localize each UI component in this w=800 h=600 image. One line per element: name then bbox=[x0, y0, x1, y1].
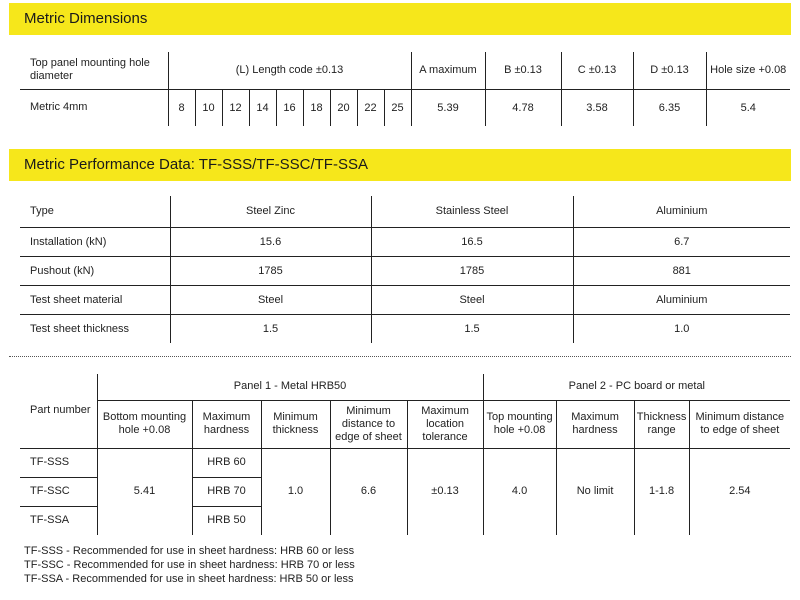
performance-header-row bbox=[20, 196, 790, 227]
footnote: TF-SSA - Recommended for use in sheet hardness: HRB 50 or less bbox=[24, 573, 354, 585]
header-a-maximum: A maximum bbox=[411, 52, 485, 89]
footnotes bbox=[24, 544, 355, 586]
panel-column-header-row bbox=[20, 400, 790, 448]
tolerance-value: ±0.13 bbox=[407, 448, 483, 535]
header-p1-min-distance: Minimum distance to edge of sheet bbox=[330, 400, 407, 448]
header-p1-max-hardness: Maximum hardness bbox=[192, 400, 261, 448]
table-row bbox=[20, 448, 790, 477]
row-label: Test sheet thickness bbox=[30, 322, 130, 335]
section-title-metric-dimensions: Metric Dimensions bbox=[9, 3, 791, 35]
hardness-cell: HRB 60 bbox=[192, 448, 261, 477]
row-label: Installation (kN) bbox=[20, 227, 170, 256]
header-c: C ±0.13 bbox=[561, 52, 633, 89]
header-p2-min-distance: Minimum distance to edge of sheet bbox=[689, 400, 790, 448]
panel-group-header-row bbox=[20, 374, 790, 400]
table-row bbox=[20, 256, 790, 285]
table-cell: 6.7 bbox=[573, 227, 790, 256]
header-min-thickness: Minimum thickness bbox=[261, 400, 330, 448]
table-row bbox=[20, 285, 790, 314]
header-hole-size: Hole size +0.08 bbox=[706, 52, 790, 89]
table-cell: 16.5 bbox=[371, 227, 573, 256]
p2-distance-value: 2.54 bbox=[689, 448, 790, 535]
header-steel-zinc: Steel Zinc bbox=[170, 196, 371, 227]
top-hole-value: 4.0 bbox=[483, 448, 556, 535]
min-thickness-value: 1.0 bbox=[261, 448, 330, 535]
header-d: D ±0.13 bbox=[633, 52, 706, 89]
part-number-cell: TF-SSS bbox=[20, 448, 97, 477]
header-max-location-tolerance: Maximum location tolerance bbox=[407, 400, 483, 448]
table-cell: Steel bbox=[170, 285, 371, 314]
length-code-cell: 18 bbox=[303, 89, 330, 126]
header-b: B ±0.13 bbox=[485, 52, 561, 89]
length-code-cell: 22 bbox=[357, 89, 384, 126]
row-label: Pushout (kN) bbox=[20, 256, 170, 285]
table-row bbox=[20, 314, 790, 343]
length-code-cell: 10 bbox=[195, 89, 222, 126]
header-thickness-range: Thickness range bbox=[634, 400, 689, 448]
metric-dimensions-table bbox=[20, 52, 790, 126]
value-b: 4.78 bbox=[485, 89, 561, 126]
thickness-range-value: 1-1.8 bbox=[634, 448, 689, 535]
part-number-cell: TF-SSA bbox=[30, 514, 70, 527]
header-stainless-steel: Stainless Steel bbox=[371, 196, 573, 227]
length-code-cell: 16 bbox=[276, 89, 303, 126]
dimensions-data-row bbox=[20, 89, 790, 126]
value-c: 3.58 bbox=[561, 89, 633, 126]
length-code-cell: 14 bbox=[249, 89, 276, 126]
value-hole-size: 5.4 bbox=[706, 89, 790, 126]
bottom-hole-value: 5.41 bbox=[97, 448, 192, 535]
value-a: 5.39 bbox=[411, 89, 485, 126]
table-cell: Steel bbox=[371, 285, 573, 314]
min-distance-value: 6.6 bbox=[330, 448, 407, 535]
footnote: TF-SSC - Recommended for use in sheet hardness: HRB 70 or less bbox=[24, 559, 355, 571]
header-diameter: Top panel mounting hole diameter bbox=[20, 52, 168, 89]
length-code-cell: 25 bbox=[384, 89, 411, 126]
part-number-cell: TF-SSC bbox=[20, 477, 97, 506]
table-cell: 1785 bbox=[371, 256, 573, 285]
table-cell: Aluminium bbox=[573, 285, 790, 314]
dimensions-header-row bbox=[20, 52, 790, 89]
table-cell: 1.5 bbox=[371, 314, 573, 343]
length-code-cell: 8 bbox=[168, 89, 195, 126]
dotted-divider bbox=[9, 356, 791, 357]
header-panel-1: Panel 1 - Metal HRB50 bbox=[97, 374, 483, 400]
section-title-performance: Metric Performance Data: TF-SSS/TF-SSC/TF-SSA bbox=[9, 149, 791, 181]
table-row bbox=[20, 227, 790, 256]
header-top-mounting-hole: Top mounting hole +0.08 bbox=[483, 400, 556, 448]
length-code-cell: 20 bbox=[330, 89, 357, 126]
p2-hardness-value: No limit bbox=[556, 448, 634, 535]
length-code-cell: 12 bbox=[222, 89, 249, 126]
header-type: Type bbox=[20, 196, 170, 227]
hardness-cell: HRB 70 bbox=[192, 477, 261, 506]
panel-specs-table bbox=[20, 374, 790, 535]
header-p2-max-hardness: Maximum hardness bbox=[556, 400, 634, 448]
value-d: 6.35 bbox=[633, 89, 706, 126]
table-cell: 1.5 bbox=[170, 314, 371, 343]
header-bottom-mounting-hole: Bottom mounting hole +0.08 bbox=[97, 400, 192, 448]
header-panel-2: Panel 2 - PC board or metal bbox=[483, 374, 790, 400]
footnote: TF-SSS - Recommended for use in sheet hardness: HRB 60 or less bbox=[24, 545, 355, 557]
performance-table bbox=[20, 196, 790, 343]
table-cell: 881 bbox=[573, 256, 790, 285]
row-label: Test sheet material bbox=[20, 285, 170, 314]
row-label-metric-4mm: Metric 4mm bbox=[30, 101, 88, 114]
table-cell: 15.6 bbox=[170, 227, 371, 256]
header-length-code: (L) Length code ±0.13 bbox=[168, 52, 411, 89]
table-cell: 1785 bbox=[170, 256, 371, 285]
hardness-cell: HRB 50 bbox=[192, 506, 261, 535]
header-part-number: Part number bbox=[20, 374, 97, 448]
table-cell: 1.0 bbox=[573, 314, 790, 343]
header-aluminium: Aluminium bbox=[573, 196, 790, 227]
